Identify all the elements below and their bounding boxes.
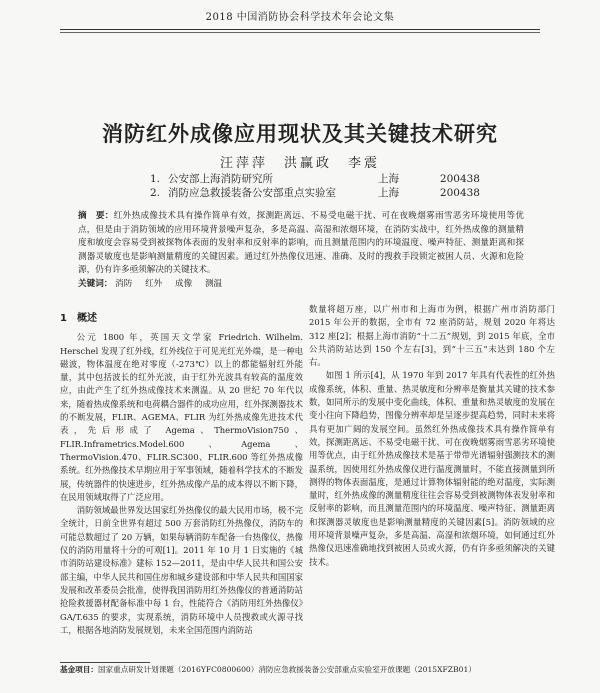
footnote-label: 基金项目： [60,665,98,674]
keyword: 消防 [115,279,133,289]
body-paragraph: 消防领域最世界发达国家红外热像仪的最大民用市场，极不完全统计，日前全世界有超过 500 万套消防红外热像仪，消防车的可能总数超过了 20 万辆，如果每辆消防车配备一台热像仪，热像仪的消防用量将十分的可观[1]。2011 年 10 月 1 日实施的《城市消防站建设标准》建标 152—2011，是由中华人民共和国公安部主编，中华人民共和国住房和城乡建设部和中华人民共和国国家发展和改革委员会批准，使得我国消防用红外热像仪的普通消防站抢险救援器材配备标准中每 1 台，性能符合《消防用红外热像仪》GA/T.635 的要求，实现系统，消防环境中人员搜救或火源寻找工，根据各地消防发展规划，未来全国范围内消防站 [60,505,303,635]
affiliation-list [150,172,480,200]
footnote-rule [60,662,150,663]
header-rule [60,29,540,30]
left-column [60,303,303,637]
body-paragraph: 如图 1 所示[4]，从 1970 年到 2017 年具有代表性的红外热成像系统，体积、重量、热灵敏度和分辨率是衡量其关键的技术参数，如同所示的发展中变化曲线，体积、重量和热灵敏度的发展在变小往向下降趋势，图像分辨率却是呈逐步提高趋势，同时未来将具有更加广阔的发展空间。虽然红外热成像技术具有操作简单有效，探测距离远、不易受电磁干扰、可在夜晚烟雾雨雪恶劣环境使用等优点，由于红外热成像技术是基于带带光谱辐射强测技术的测温系统，因使用红外热成像仪进行温度测量时，不能直接测量到所测得的物体表面温度，是通过计算物体辐射能的绝对温度，实际测量时，红外热成像的测量精度往往会容易受到被测物体表发射率和反射率的影响，而且测量范围内的环境温度、噪声特征、测量距离和探测器灵敏度也是影响测量精度的关键因素[5]。消防领域的应用环境背景噪声复杂，多是高温、高湿和浓烟环境，如何通过红外热像仪迅速准确地找到被困人员或火源，仍有许多亟须解决的关键技术。 [309,370,555,567]
affiliation-item [150,186,480,200]
affiliation-name: 公安部上海消防研究所 [168,173,273,185]
affiliation-postcode: 200438 [439,173,480,185]
right-column [309,303,555,569]
footnote-text: 国家重点研发计划课题（2016YFC0800600）消防应急救援装备公安部重点实验室开放课题（2015XFZB01） [97,665,476,674]
abstract-text: 红外热成像技术具有操作简单有效，探测距离远、不易受电磁干扰、可在夜晚烟雾雨雪恶劣环境使用等优点，但是由于消防领域的应用环境背景噪声复杂，多是高温、高湿和浓烟环境，在消防实战中，红外热成像的测量精度和敏度会容易受到被探物体表面的发射率和反射率的影响，而且测量范围内的环境温度、噪声特征、测量距离和探测器灵敏度也是影响测量精度的关键因素。通过红外热像仪迅速、准确、及时的搜救手段锁定被困人员、火源和危险源，仍有许多亟须解决的关键技术。 [78,211,524,275]
affiliation-postcode: 200438 [439,187,480,199]
affiliation-city: 上海 [378,187,399,199]
author-list: 汪萍萍 洪赢政 李震 [219,156,380,171]
keyword: 测温 [204,279,223,289]
running-header: 2018 中国消防协会科学技术年会论文集 [205,12,395,23]
affiliation-city: 上海 [378,173,399,185]
keyword: 成像 [175,279,193,289]
header-rule-thin [60,32,540,33]
affiliation-name: 消防应急救援装备公安部重点实验室 [168,187,336,199]
keywords-label: 关键词： [78,279,113,289]
abstract [78,210,524,278]
body-paragraph: 公元 1800 年，英国天文学家 Friedrich. Wilhelm. Herschel 发现了红外线，红外线位于可见光红光外端，是一种电磁波，物体温度在绝对零度（-273℃）以上的都能辐射红外能量，其中包括波长的红外光波，由于红外光波具有较高的温度效应，由此产生了红外热成像技术来测温。从 20 世纪 70 年代以来，随着热成像系统和电荷耦合器件的成功应用，红外探测器技术的不断发展，FLIR、AGEMA、FLIR 为红外热成像先进技术代表，先后形成了 Agema、ThermoVision750、FLIR.Inframetrics.Model.600、Agema、ThermoVision.470、FLIR.SC300、FLIR.600 等红外热成像系统。红外热像技术早期应用于军事领域，随着科学技术的不断发展，传统器件的快速进步，红外热成像产品的成本得以不断下降，在民用领域取得了广泛应用。 [60,332,303,502]
abstract-label: 摘 要： [78,211,114,221]
funding-footnote [60,664,560,675]
keywords [78,278,524,291]
section-heading: 1 概述 [60,313,97,324]
body-paragraph: 数量将超万座，以广州市和上海市为例，根据广州市消防部门 2015 年公开的数据，全市有 72 座消防站，规划 2020 年将达 312 座[2]；根据上海市消防“十二五”规划，到 2015 年底，全市公共消防站达到 150 个左右[3]，到“十三五”末达到 180 个左右。 [309,304,555,368]
affiliation-index: 1. [150,173,161,185]
keyword: 红外 [145,279,163,289]
affiliation-item [150,172,480,186]
affiliation-index: 2. [150,187,161,199]
paper-title: 消防红外成像应用现状及其关键技术研究 [102,122,498,146]
